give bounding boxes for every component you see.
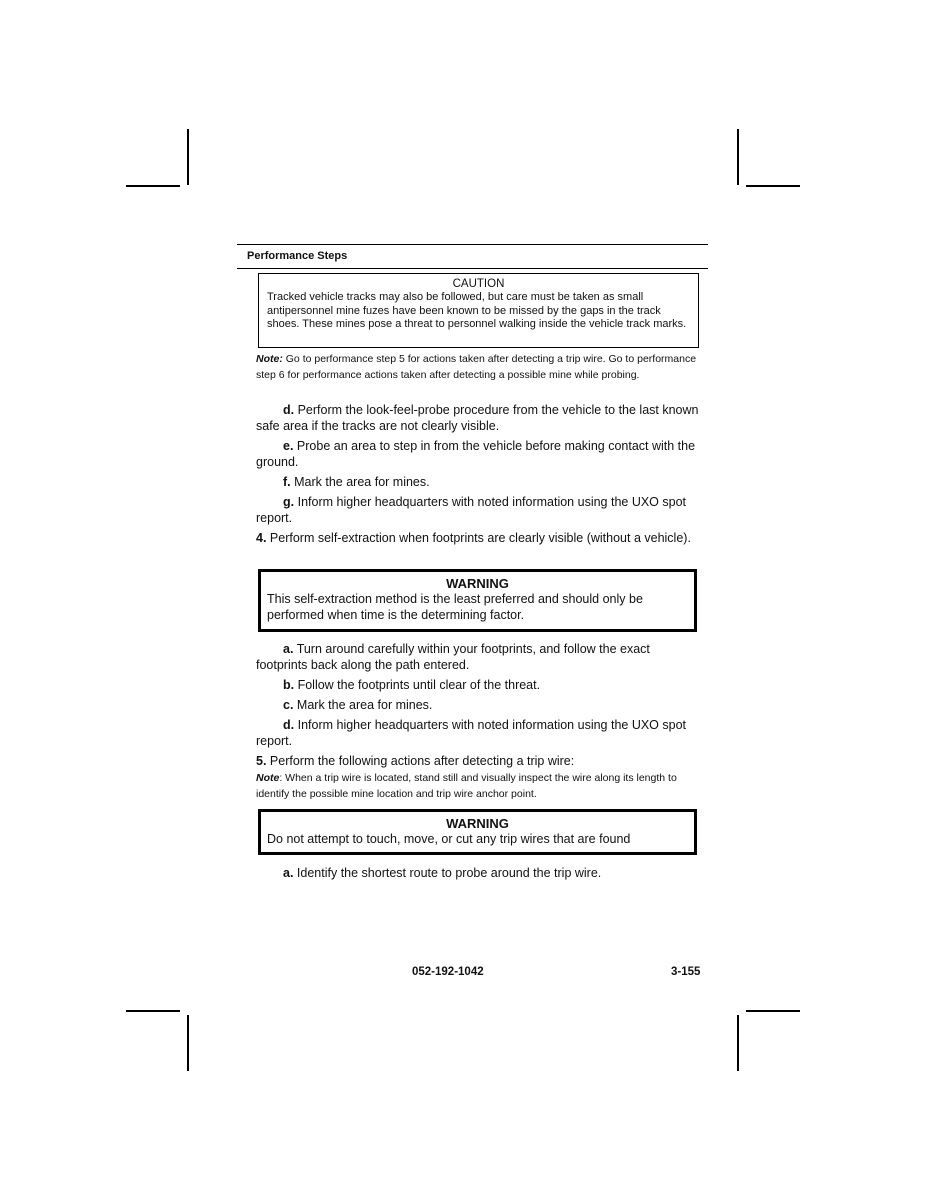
step-text: Perform the look-feel-probe procedure from the vehicle to the last known safe area if the tracks are not clearly visible. bbox=[256, 403, 699, 433]
note-trip-wire-inspect bbox=[256, 771, 702, 802]
step-letter: b. bbox=[283, 678, 295, 692]
warning-box-self-extraction bbox=[258, 569, 697, 632]
warning-box-trip-wires bbox=[258, 809, 697, 855]
step-text: Turn around carefully within your footprints, and follow the exact footprints back along the path entered. bbox=[256, 642, 650, 672]
warning-title: WARNING bbox=[446, 816, 509, 831]
step-letter: d. bbox=[283, 403, 295, 417]
section-bottom-rule bbox=[237, 268, 708, 269]
step-letter: d. bbox=[283, 718, 295, 732]
crop-mark-bottom-left-horizontal bbox=[126, 1010, 180, 1012]
crop-mark-top-left-horizontal bbox=[126, 185, 180, 187]
step-4b bbox=[256, 677, 702, 693]
step-letter: g. bbox=[283, 495, 295, 509]
warning-text: Do not attempt to touch, move, or cut any trip wires that are found bbox=[267, 832, 631, 846]
footer-page-number: 3-155 bbox=[671, 966, 701, 978]
step-3e bbox=[256, 438, 702, 470]
step-letter: c. bbox=[283, 698, 294, 712]
note-text: Go to performance step 5 for actions taken after detecting a trip wire. Go to performance step 6 for performance actions taken after detecting a possible mine while probing. bbox=[256, 353, 697, 381]
step-text: Probe an area to step in from the vehicle before making contact with the ground. bbox=[256, 439, 696, 469]
note-label: Note: bbox=[256, 353, 283, 365]
caution-title: CAUTION bbox=[452, 278, 505, 290]
crop-mark-bottom-right-horizontal bbox=[746, 1010, 800, 1012]
footer-doc-number: 052-192-1042 bbox=[412, 966, 484, 978]
step-text: Mark the area for mines. bbox=[296, 698, 433, 712]
step-text: Mark the area for mines. bbox=[294, 475, 430, 489]
crop-mark-bottom-right-vertical bbox=[737, 1015, 739, 1071]
step-5 bbox=[256, 753, 702, 769]
step-letter: f. bbox=[283, 475, 291, 489]
warning-text: This self-extraction method is the least preferred and should only be performed when time is the determining factor. bbox=[267, 592, 643, 622]
step-4a bbox=[256, 641, 702, 673]
section-top-rule bbox=[237, 244, 708, 245]
step-4d bbox=[256, 717, 702, 749]
step-text: Identify the shortest route to probe around the trip wire. bbox=[296, 866, 602, 880]
step-text: Inform higher headquarters with noted information using the UXO spot report. bbox=[256, 495, 687, 525]
step-number: 4. bbox=[256, 531, 267, 545]
caution-text: Tracked vehicle tracks may also be followed, but care must be taken as small antipersonnel mine fuzes have been known to be missed by the gaps in the track shoes. These mines pose a threat to personnel walking inside the vehicle track marks. bbox=[267, 291, 687, 331]
caution-box bbox=[258, 273, 699, 348]
step-3g bbox=[256, 494, 702, 526]
step-text: Perform the following actions after detecting a trip wire: bbox=[269, 754, 575, 768]
step-text: Follow the footprints until clear of the threat. bbox=[297, 678, 541, 692]
crop-mark-bottom-left-vertical bbox=[187, 1015, 189, 1071]
step-5a bbox=[256, 865, 702, 881]
step-letter: e. bbox=[283, 439, 294, 453]
step-letter: a. bbox=[283, 642, 294, 656]
step-text: Perform self-extraction when footprints are clearly visible (without a vehicle). bbox=[269, 531, 691, 545]
crop-mark-top-right-vertical bbox=[737, 129, 739, 185]
step-3f bbox=[256, 474, 702, 490]
note-label: Note bbox=[256, 772, 280, 784]
warning-title: WARNING bbox=[446, 576, 509, 591]
step-letter: a. bbox=[283, 866, 294, 880]
section-title: Performance Steps bbox=[247, 250, 348, 262]
note-trip-wire-reference bbox=[256, 352, 702, 383]
crop-mark-top-left-vertical bbox=[187, 129, 189, 185]
crop-mark-top-right-horizontal bbox=[746, 185, 800, 187]
step-4c bbox=[256, 697, 702, 713]
note-text: : When a trip wire is located, stand still and visually inspect the wire along its length to identify the possible mine location and trip wire anchor point. bbox=[256, 772, 677, 800]
step-text: Inform higher headquarters with noted information using the UXO spot report. bbox=[256, 718, 687, 748]
step-3d bbox=[256, 402, 702, 434]
step-number: 5. bbox=[256, 754, 267, 768]
step-4 bbox=[256, 530, 702, 546]
